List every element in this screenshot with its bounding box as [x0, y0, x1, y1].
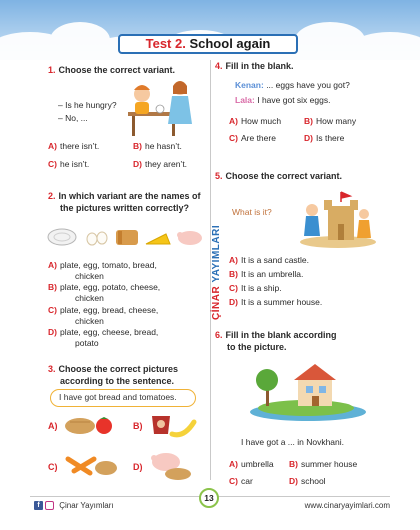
- q2-text-line2: the pictures written correctly?: [60, 203, 190, 213]
- q1-option-a[interactable]: A) there isn’t.: [48, 141, 100, 151]
- q4-number: 4.: [215, 61, 223, 71]
- bread-tomato-picture[interactable]: [64, 412, 118, 436]
- q4-option-a[interactable]: A) How much: [229, 116, 282, 126]
- q6-sentence: I have got a ... in Novkhani.: [241, 437, 345, 447]
- q4-line-1-text: ... eggs have you got?: [266, 80, 350, 90]
- q5-number: 5.: [215, 171, 223, 181]
- q4-line-2-text: I have got six eggs.: [257, 95, 331, 105]
- q3-label-c[interactable]: C): [48, 462, 58, 472]
- q6-prompt: [215, 329, 405, 353]
- q3-prompt: [48, 363, 208, 387]
- footer-social[interactable]: [34, 500, 114, 512]
- q5-option-d[interactable]: D) It is a summer house.: [229, 297, 323, 307]
- q5-option-b[interactable]: B) It is an umbrella.: [229, 269, 304, 279]
- q4-option-d[interactable]: D) Is there: [304, 133, 345, 143]
- q5-option-c[interactable]: C) It is a ship.: [229, 283, 282, 293]
- q3-label-b[interactable]: B): [133, 421, 143, 431]
- q6-option-b[interactable]: B) summer house: [289, 459, 358, 469]
- test-title: School again: [189, 36, 271, 51]
- test-number: Test 2.: [145, 36, 186, 51]
- speaker-lala: Lala:: [235, 95, 255, 105]
- q5-speech-bubble: What is it?: [232, 207, 272, 217]
- q1-option-c[interactable]: C) he isn’t.: [48, 159, 90, 169]
- q1-text: Choose the correct variant.: [58, 65, 176, 75]
- q3-sentence-box: I have got bread and tomatoes.: [50, 389, 196, 407]
- brand-part-1: ÇİNAR: [211, 285, 222, 320]
- q1-number: 1.: [48, 65, 56, 75]
- sand-castle-illustration: [298, 188, 376, 248]
- q4-line-1: [235, 80, 350, 91]
- q6-option-c[interactable]: C) car: [229, 476, 253, 486]
- q1-option-d[interactable]: D) they aren’t.: [133, 159, 188, 169]
- food-pictures-row: [48, 226, 208, 248]
- q5-text: Choose the correct variant.: [225, 171, 343, 181]
- q5-prompt: [215, 170, 342, 182]
- q2-text-line1: In which variant are the names of: [58, 191, 201, 201]
- q2-option-c[interactable]: C) plate, egg, bread, cheese, chicken: [48, 305, 159, 326]
- brand-part-2: YAYIMLARI: [211, 224, 222, 283]
- q3-number: 3.: [48, 364, 56, 374]
- q3-text-line1: Choose the correct pictures: [58, 364, 179, 374]
- q1-dialog-1: – Is he hungry?: [58, 100, 117, 110]
- vertical-brand: [211, 224, 225, 320]
- q1-prompt: [48, 64, 175, 76]
- q4-option-c[interactable]: C) Are there: [229, 133, 276, 143]
- q1-dialog-2: – No, ...: [58, 113, 88, 123]
- carrot-bread-picture[interactable]: [64, 453, 118, 479]
- q4-prompt: [215, 60, 294, 72]
- footer-website[interactable]: www.cinaryayimlari.com: [304, 501, 390, 510]
- q6-option-d[interactable]: D) school: [289, 476, 326, 486]
- facebook-icon[interactable]: f: [34, 501, 43, 510]
- q6-text-line1: Fill in the blank according: [225, 330, 337, 340]
- q2-option-b[interactable]: B) plate, egg, potato, cheese, chicken: [48, 282, 161, 303]
- summer-house-illustration: [248, 360, 368, 422]
- q3-text-line2: according to the sentence.: [60, 376, 175, 386]
- q2-option-d[interactable]: D) plate, egg, cheese, bread, potato: [48, 327, 159, 348]
- chicken-bread-picture[interactable]: [148, 450, 200, 482]
- q5-option-a[interactable]: A) It is a sand castle.: [229, 255, 310, 265]
- q1-option-b[interactable]: B) he hasn’t.: [133, 141, 182, 151]
- q3-label-d[interactable]: D): [133, 462, 143, 472]
- q3-label-a[interactable]: A): [48, 421, 58, 431]
- page-number: 13: [199, 488, 219, 508]
- q4-text: Fill in the blank.: [225, 61, 294, 71]
- q6-option-a[interactable]: A) umbrella: [229, 459, 274, 469]
- instagram-icon[interactable]: [45, 501, 54, 510]
- boy-mother-illustration: [120, 76, 200, 138]
- speaker-kenan: Kenan:: [235, 80, 264, 90]
- test-title-box: [118, 34, 298, 54]
- q2-option-a[interactable]: A) plate, egg, tomato, bread, chicken: [48, 260, 157, 281]
- q4-line-2: [235, 95, 330, 106]
- jug-banana-picture[interactable]: [148, 410, 198, 438]
- q4-option-b[interactable]: B) How many: [304, 116, 357, 126]
- q6-number: 6.: [215, 330, 223, 340]
- q6-text-line2: to the picture.: [227, 342, 287, 352]
- q2-number: 2.: [48, 191, 56, 201]
- q2-prompt: [48, 190, 208, 214]
- footer-publisher: Çinar Yayımları: [59, 501, 114, 510]
